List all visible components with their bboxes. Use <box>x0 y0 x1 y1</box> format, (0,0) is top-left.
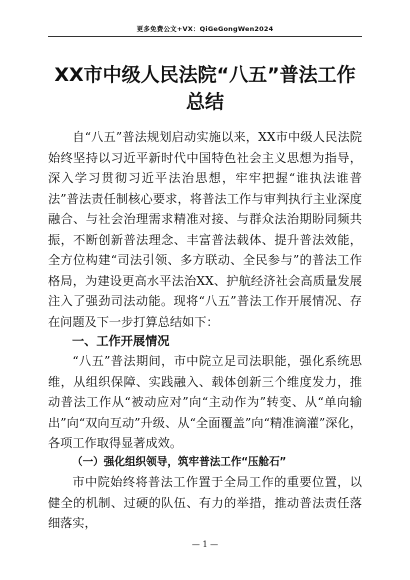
subsection-paragraph-leadership: 市中院始终将普法工作置于全局工作的重要位置，以健全的机制、过硬的队伍、有力的举措，推动普法责任落细落实， <box>48 475 362 530</box>
header-divider <box>48 36 362 37</box>
document-title: XX市中级人民法院“八五”普法工作总结 <box>54 64 356 113</box>
page-number: — 1 — <box>191 540 219 549</box>
section-heading-work-status: 一、工作开展情况 <box>72 334 170 348</box>
header-note: 更多免费公文+VX：QiGeGongWen2024 <box>136 25 274 33</box>
intro-paragraph: 自“八五”普法规划启动实施以来，XX市中级人民法院始终坚持以习近平新时代中国特色社会主义思想为指导，深入学习贯彻习近平法治思想，牢牢把握“谁执法谁普法”普法责任制核心要求，将普法工作与审判执行主业深度融合、与社会治理需求精准对接、与群众法治期盼同频共振，不断创新普法理念、丰富普法载体、提升普法效能，全方位构建“司法引领、多方联动、全民参与”的普法工作格局，为建设更高水平法治XX、护航经济社会高质量发展注入了强劲司法动能。现将“八五”普法工作开展情况、存在问题及下一步打算总结如下： <box>48 130 362 329</box>
subsection-heading-leadership: （一）强化组织领导，筑牢普法工作“压舱石” <box>72 456 287 468</box>
section-paragraph-work-status: “八五”普法期间，市中院立足司法职能，强化系统思维，从组织保障、实践融入、载体创新三个维度发力，推动普法工作从“被动应对”向“主动作为”转变、从“单向输出”向“双向互动”升级、从“全面覆盖”向“精准滴灌”深化，各项工作取得显著成效。 <box>48 354 362 450</box>
